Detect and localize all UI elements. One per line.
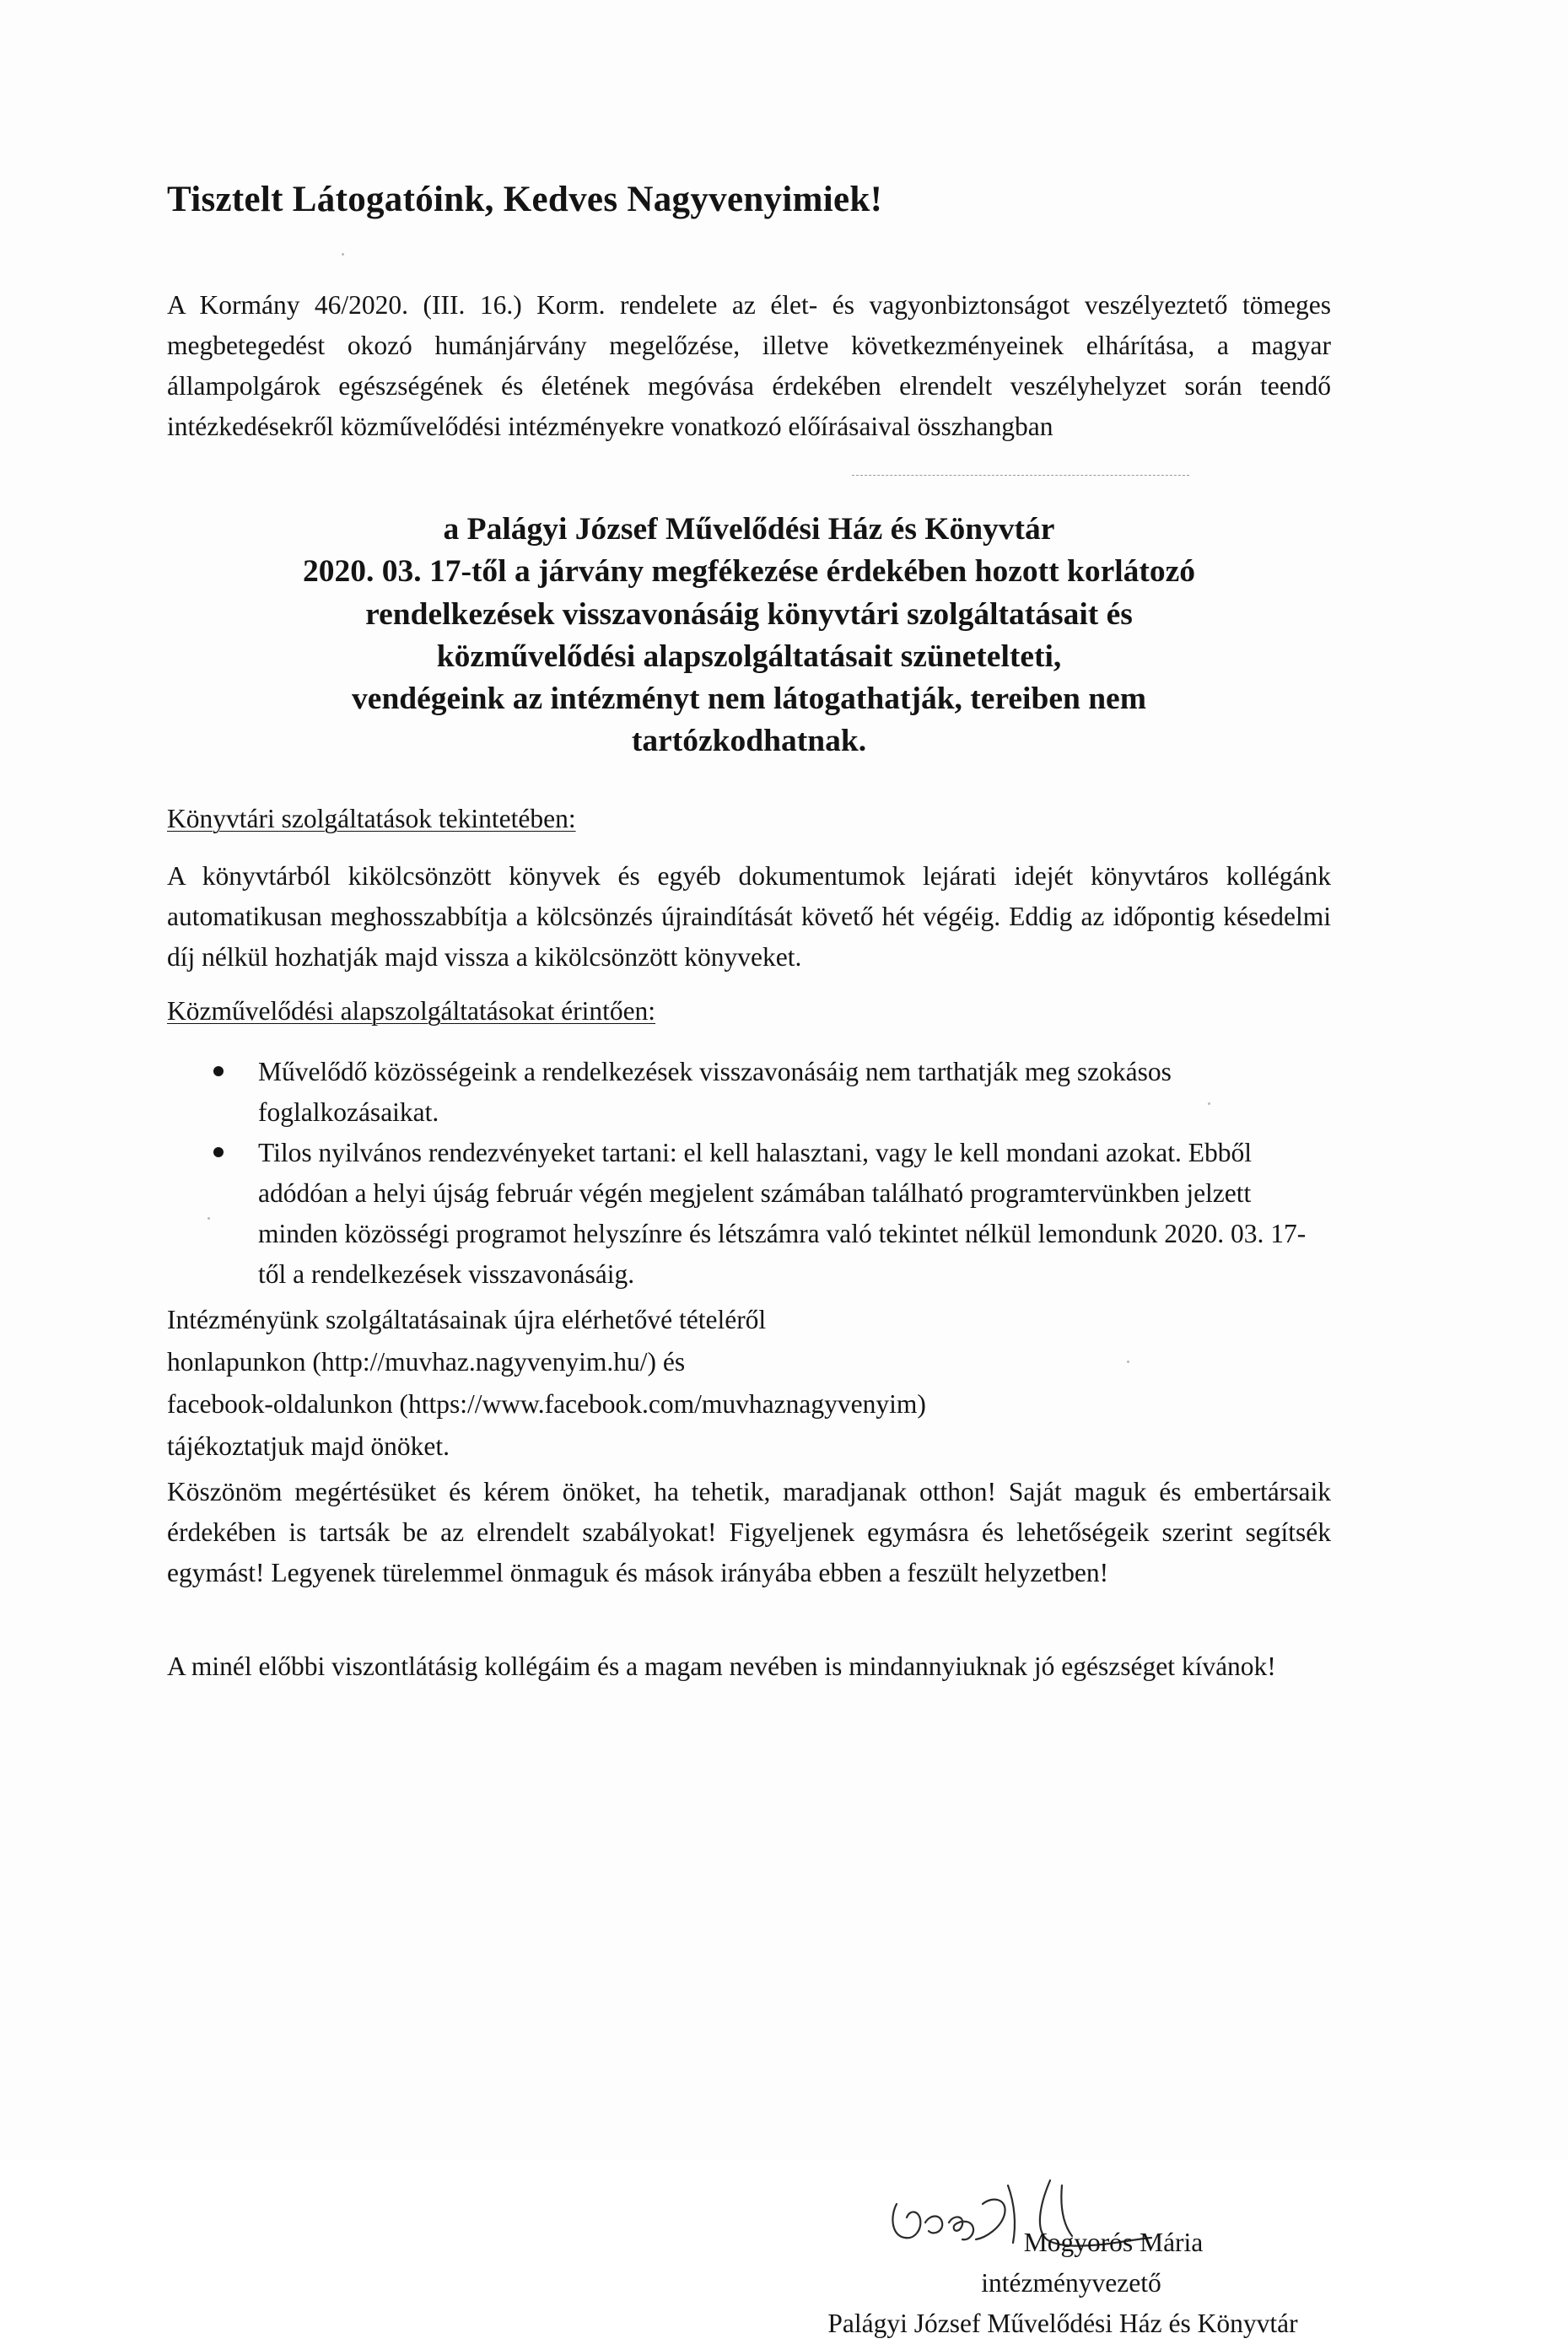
list-item bbox=[167, 1052, 1331, 1133]
info-line: facebook-oldalunkon (https://www.facebook.com/muvhaznagyvenyim) bbox=[167, 1389, 926, 1419]
scan-speck bbox=[1208, 1102, 1210, 1105]
announcement-line: közművelődési alapszolgáltatásait szünetelteti, bbox=[436, 639, 1062, 674]
dashed-separator bbox=[852, 475, 1189, 476]
info-line: Intézményünk szolgáltatásainak újra elérhetővé tételéről bbox=[167, 1305, 767, 1334]
bullet-icon bbox=[213, 1147, 224, 1157]
bullet-text: Tilos nyilvános rendezvényeket tartani: el kell halasztani, vagy le kell mondani azokat. Ebből adódóan a helyi újság február végén megjelent számában található programtervünkben jelzett minden közösségi programot helyszínre és létszámra való tekintet nélkül lemondunk 2020. 03. 17-től a rendelkezések visszavonásáig. bbox=[258, 1138, 1307, 1289]
announcement-line: 2020. 03. 17-től a járvány megfékezése érdekében hozott korlátozó bbox=[302, 554, 1196, 590]
scan-speck bbox=[207, 1217, 210, 1220]
culture-bullet-list bbox=[167, 1052, 1331, 1295]
bullet-icon bbox=[213, 1066, 224, 1076]
scan-speck bbox=[1127, 1361, 1129, 1363]
closing-paragraph: A minél előbbi viszontlátásig kollégáim és a magam nevében is mindannyiuknak jó egészséget kívánok! bbox=[167, 1652, 1276, 1681]
thanks-paragraph: Köszönöm megértésüket és kérem önöket, ha tehetik, maradjanak otthon! Saját maguk és embertársaik érdekében is tartsák be az elrendelt szabályokat! Figyeljenek egymásra és lehetőségeik szerint segítsék egymást! Legyenek türelemmel önmaguk és mások irányába ebben a feszült helyzetben! bbox=[167, 1477, 1331, 1587]
letter-heading: Tisztelt Látogatóink, Kedves Nagyvenyimiek! bbox=[167, 180, 883, 219]
announcement-line: tartózkodhatnak. bbox=[631, 724, 867, 759]
signer-name: Mogyorós Mária bbox=[1023, 2228, 1204, 2257]
intro-paragraph: A Kormány 46/2020. (III. 16.) Korm. rendelete az élet- és vagyonbiztonságot veszélyeztető tömeges megbetegedést okozó humánjárvány megelőzése, illetve következményeinek elhárítása, a magyar állampolgárok egészségének és életének megóvása érdekében elrendelt veszélyhelyzet során teendő intézkedésekről közművelődési intézményekre vonatkozó előírásaival összhangban bbox=[167, 290, 1331, 441]
info-line: tájékoztatjuk majd önöket. bbox=[167, 1431, 450, 1461]
announcement-line: rendelkezések visszavonásáig könyvtári szolgáltatásait és bbox=[365, 596, 1133, 632]
signer-institution: Palágyi József Művelődési Ház és Könyvtár bbox=[827, 2309, 1298, 2338]
announcement-block bbox=[167, 509, 1331, 763]
culture-section-title: Közművelődési alapszolgáltatásokat érintően: bbox=[167, 996, 656, 1026]
list-item bbox=[167, 1133, 1331, 1295]
announcement-line: a Palágyi József Művelődési Ház és Könyvtár bbox=[443, 512, 1055, 547]
library-section-title: Könyvtári szolgáltatások tekintetében: bbox=[167, 804, 576, 833]
scan-speck bbox=[342, 253, 344, 256]
signer-role: intézményvezető bbox=[981, 2268, 1161, 2298]
signature-block bbox=[793, 2223, 1333, 2344]
bullet-text: Művelődő közösségeink a rendelkezések visszavonásáig nem tarthatják meg szokásos foglalkozásaikat. bbox=[258, 1057, 1172, 1127]
info-block bbox=[167, 1299, 926, 1468]
info-line: honlapunkon (http://muvhaz.nagyvenyim.hu/) és bbox=[167, 1347, 686, 1377]
announcement-line: vendégeink az intézményt nem látogathatják, tereiben nem bbox=[352, 682, 1146, 717]
library-section-text: A könyvtárból kikölcsönzött könyvek és egyéb dokumentumok lejárati idejét könyvtáros kollégánk automatikusan meghosszabbítja a kölcsönzés újraindítását követő hét végéig. Eddig az időpontig késedelmi díj nélkül hozhatják majd vissza a kikölcsönzött könyveket. bbox=[167, 861, 1331, 972]
